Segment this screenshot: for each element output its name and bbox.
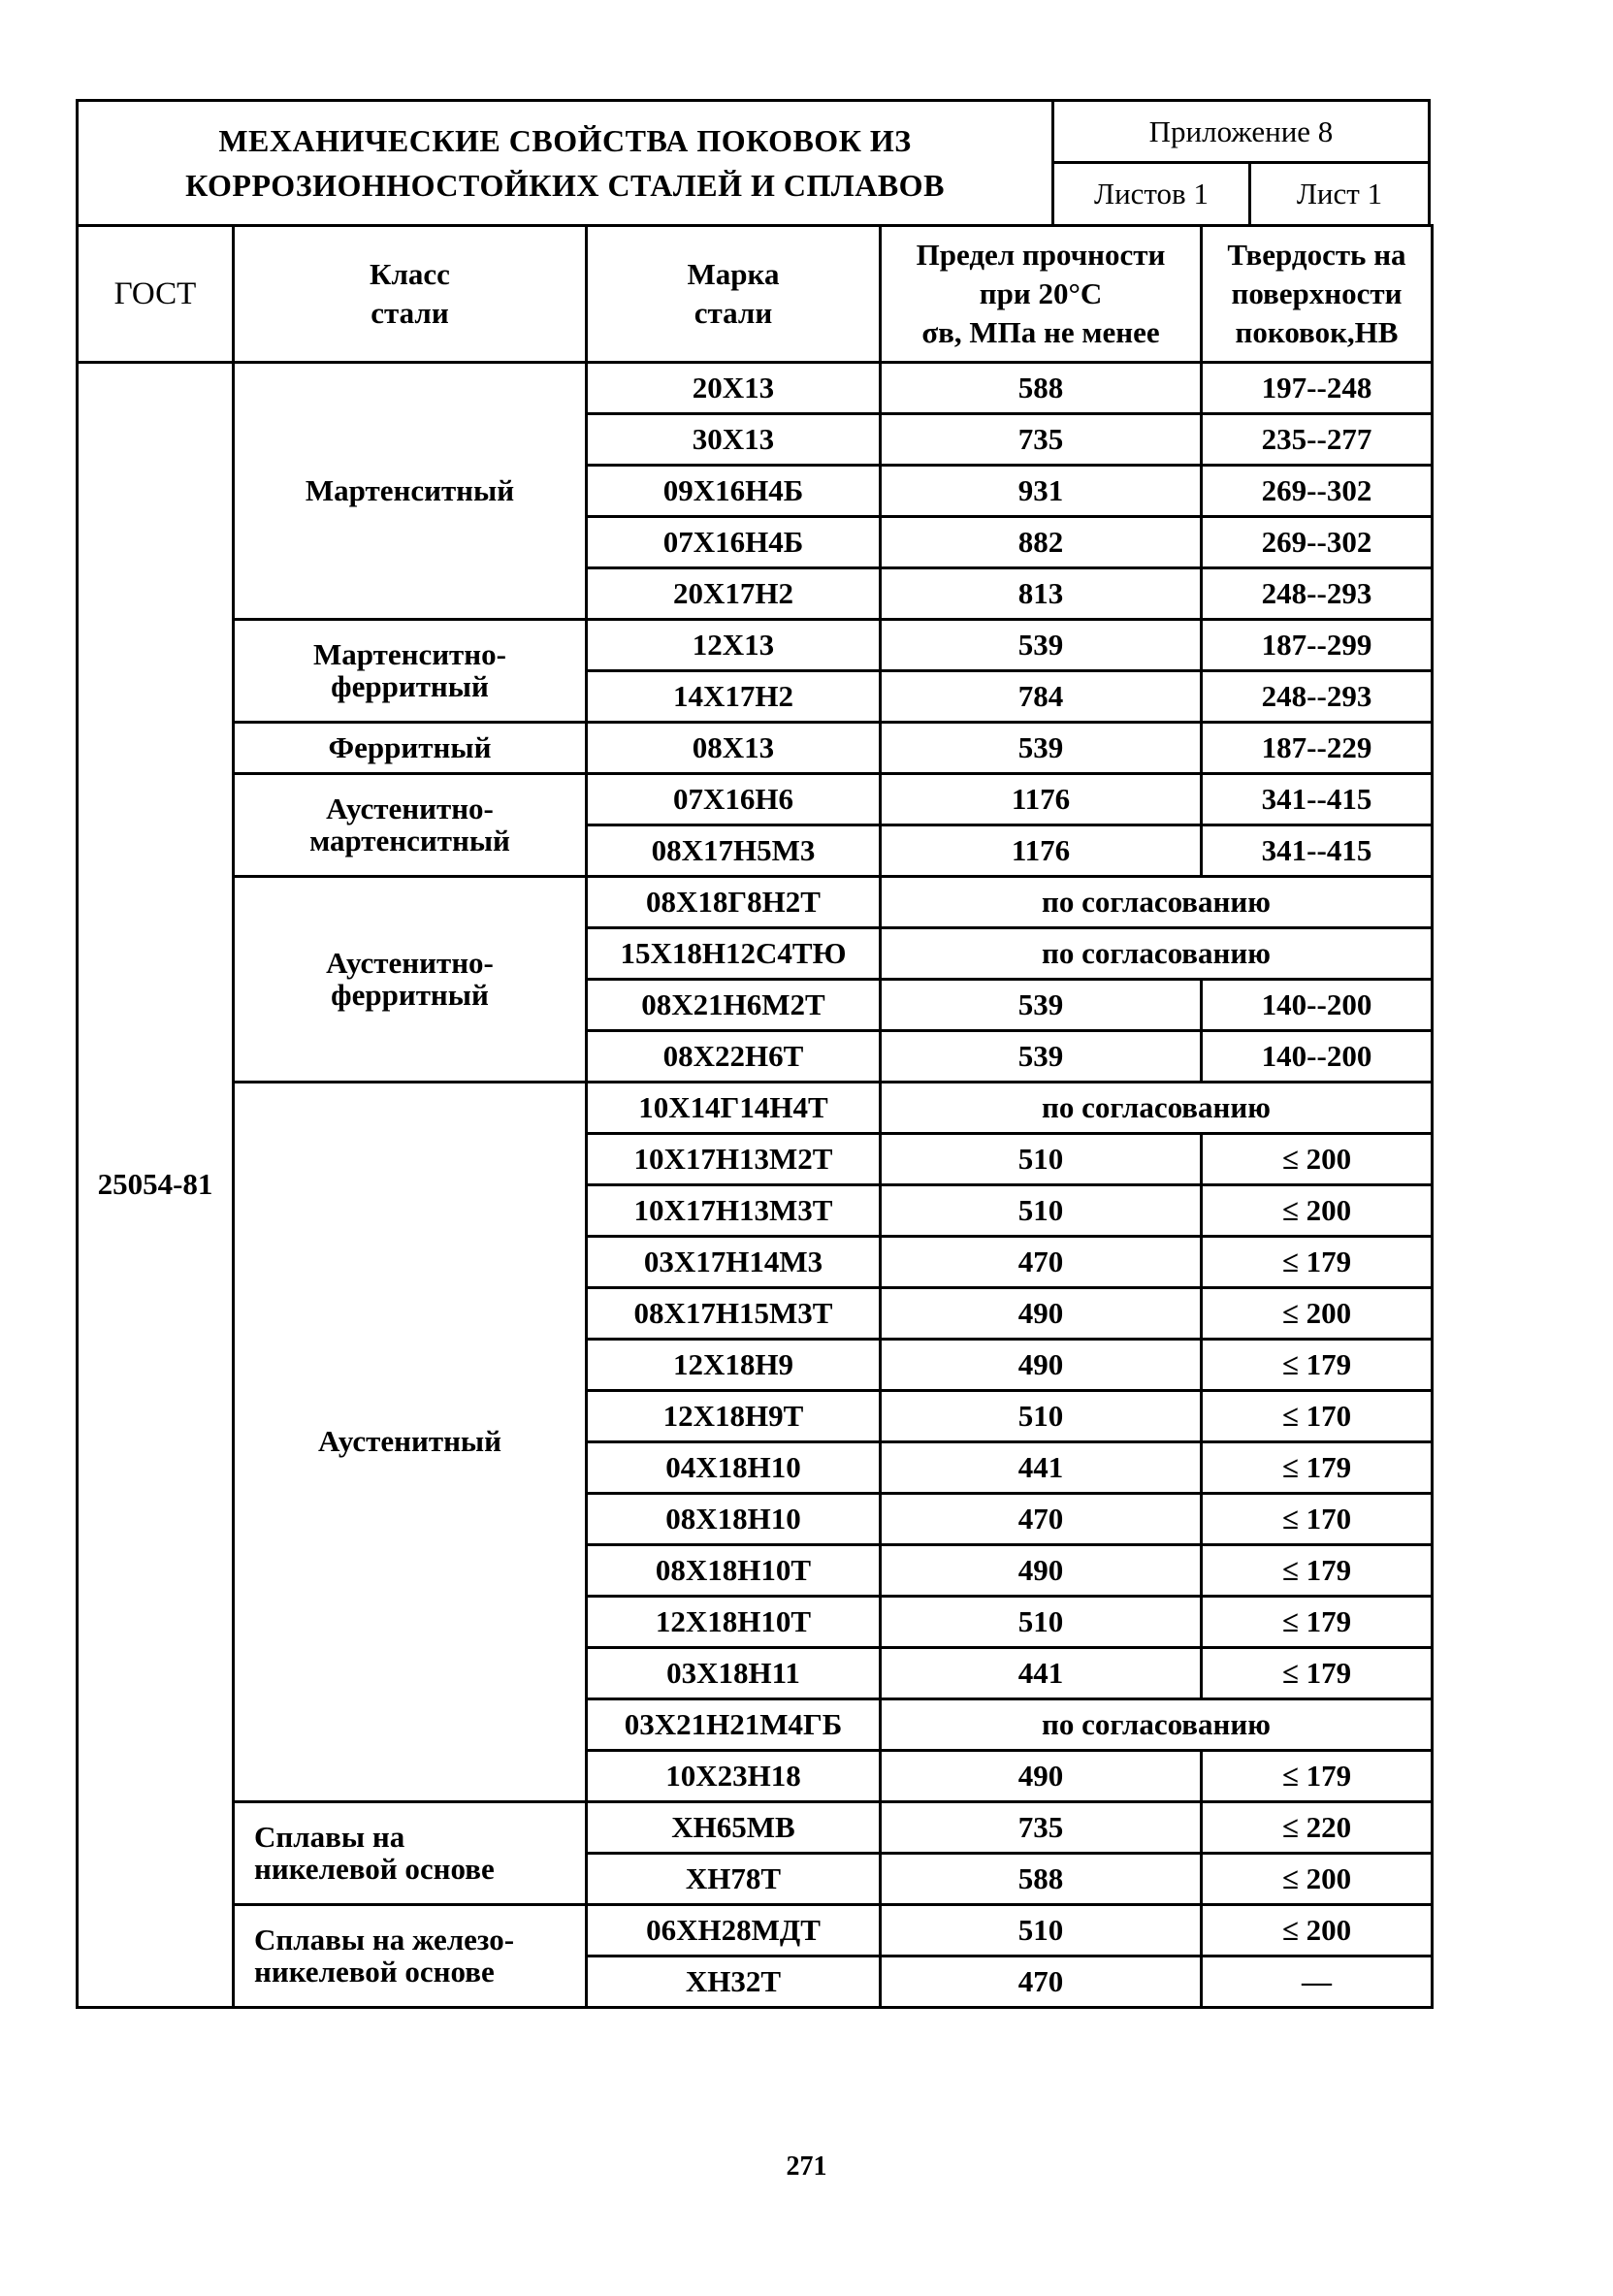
hardness-cell: 140--200 (1202, 1031, 1433, 1083)
strength-cell: 510 (881, 1905, 1202, 1956)
grade-cell: 14Х17Н2 (587, 671, 881, 723)
grade-cell: 12Х18Н9 (587, 1340, 881, 1391)
grade-cell: ХН65МВ (587, 1802, 881, 1854)
hardness-cell: ≤ 179 (1202, 1545, 1433, 1597)
by-agreement-cell: по согласованию (881, 877, 1433, 928)
strength-cell: 441 (881, 1648, 1202, 1699)
grade-cell: 07Х16Н4Б (587, 517, 881, 568)
strength-cell: 784 (881, 671, 1202, 723)
strength-cell: 490 (881, 1288, 1202, 1340)
title-line-2: КОРРОЗИОННОСТОЙКИХ СТАЛЕЙ И СПЛАВОВ (185, 168, 945, 203)
strength-cell: 1176 (881, 774, 1202, 825)
strength-cell: 735 (881, 1802, 1202, 1854)
table-row (78, 1905, 1433, 1956)
strength-cell: 510 (881, 1391, 1202, 1442)
gost-number: 25054-81 (78, 363, 234, 2008)
grade-cell: 03Х18Н11 (587, 1648, 881, 1699)
grade-cell: 12Х13 (587, 620, 881, 671)
strength-cell: 510 (881, 1597, 1202, 1648)
table-row (78, 723, 1433, 774)
grade-cell: 06ХН28МДТ (587, 1905, 881, 1956)
steel-class-cell: Сплавы на никелевой основе (234, 1802, 587, 1905)
grade-cell: 10Х17Н13М2Т (587, 1134, 881, 1185)
hardness-cell: ≤ 179 (1202, 1340, 1433, 1391)
grade-cell: 10Х17Н13М3Т (587, 1185, 881, 1237)
grade-cell: 20Х13 (587, 363, 881, 414)
grade-cell: ХН78Т (587, 1854, 881, 1905)
strength-cell: 813 (881, 568, 1202, 620)
column-header-hardness: Твердость на поверхности поковок,НВ (1202, 226, 1433, 363)
grade-cell: 08Х22Н6Т (587, 1031, 881, 1083)
grade-cell: 20Х17Н2 (587, 568, 881, 620)
strength-cell: 441 (881, 1442, 1202, 1494)
column-header-strength: Предел прочности при 20°С σв, МПа не менее (881, 226, 1202, 363)
hardness-cell: 248--293 (1202, 671, 1433, 723)
table-row (78, 1802, 1433, 1854)
table-row (78, 620, 1433, 671)
by-agreement-cell: по согласованию (881, 1083, 1433, 1134)
title-line-1: МЕХАНИЧЕСКИЕ СВОЙСТВА ПОКОВОК ИЗ (218, 123, 912, 158)
strength-cell: 539 (881, 1031, 1202, 1083)
strength-cell: 470 (881, 1956, 1202, 2008)
table-row (78, 1083, 1433, 1134)
grade-cell: 15Х18Н12С4ТЮ (587, 928, 881, 980)
table-row (78, 774, 1433, 825)
grade-cell: 12Х18Н9Т (587, 1391, 881, 1442)
hardness-cell: 235--277 (1202, 414, 1433, 466)
hardness-cell: ≤ 179 (1202, 1751, 1433, 1802)
by-agreement-cell: по согласованию (881, 928, 1433, 980)
strength-cell: 539 (881, 980, 1202, 1031)
hardness-cell: ≤ 179 (1202, 1442, 1433, 1494)
steel-class-cell: Мартенситный (234, 363, 587, 620)
hardness-cell: ≤ 220 (1202, 1802, 1433, 1854)
grade-cell: ХН32Т (587, 1956, 881, 2008)
steel-class-cell: Мартенситно- ферритный (234, 620, 587, 723)
sheets-total: Листов 1 (1054, 164, 1251, 224)
hardness-cell: 269--302 (1202, 466, 1433, 517)
strength-cell: 588 (881, 363, 1202, 414)
page-number: 271 (786, 2151, 827, 2182)
hardness-cell: — (1202, 1956, 1433, 2008)
strength-cell: 490 (881, 1751, 1202, 1802)
grade-cell: 08Х21Н6М2Т (587, 980, 881, 1031)
appendix-label: Приложение 8 (1054, 102, 1428, 164)
column-header-grade: Марка стали (587, 226, 881, 363)
strength-cell: 931 (881, 466, 1202, 517)
grade-cell: 10Х23Н18 (587, 1751, 881, 1802)
by-agreement-cell: по согласованию (881, 1699, 1433, 1751)
strength-cell: 882 (881, 517, 1202, 568)
grade-cell: 08Х18Н10Т (587, 1545, 881, 1597)
hardness-cell: ≤ 170 (1202, 1494, 1433, 1545)
hardness-cell: ≤ 200 (1202, 1905, 1433, 1956)
strength-cell: 470 (881, 1494, 1202, 1545)
hardness-cell: 140--200 (1202, 980, 1433, 1031)
hardness-cell: ≤ 170 (1202, 1391, 1433, 1442)
grade-cell: 08Х13 (587, 723, 881, 774)
strength-cell: 510 (881, 1185, 1202, 1237)
hardness-cell: ≤ 200 (1202, 1854, 1433, 1905)
hardness-cell: 197--248 (1202, 363, 1433, 414)
strength-cell: 735 (881, 414, 1202, 466)
grade-cell: 30Х13 (587, 414, 881, 466)
strength-cell: 510 (881, 1134, 1202, 1185)
hardness-cell: 269--302 (1202, 517, 1433, 568)
strength-cell: 539 (881, 723, 1202, 774)
hardness-cell: 187--229 (1202, 723, 1433, 774)
steel-class-cell: Аустенитно- ферритный (234, 877, 587, 1083)
grade-cell: 09Х16Н4Б (587, 466, 881, 517)
strength-cell: 470 (881, 1237, 1202, 1288)
strength-cell: 588 (881, 1854, 1202, 1905)
hardness-cell: 187--299 (1202, 620, 1433, 671)
sheet-number: Лист 1 (1296, 177, 1383, 210)
document-header (76, 99, 1431, 227)
grade-cell: 03Х21Н21М4ГБ (587, 1699, 881, 1751)
grade-cell: 12Х18Н10Т (587, 1597, 881, 1648)
steel-class-cell: Аустенитный (234, 1083, 587, 1802)
table-row (78, 877, 1433, 928)
strength-cell: 490 (881, 1545, 1202, 1597)
column-header-gost: ГОСТ (78, 226, 234, 363)
hardness-cell: 248--293 (1202, 568, 1433, 620)
grade-cell: 03Х17Н14М3 (587, 1237, 881, 1288)
strength-cell: 490 (881, 1340, 1202, 1391)
hardness-cell: ≤ 179 (1202, 1648, 1433, 1699)
grade-cell: 04Х18Н10 (587, 1442, 881, 1494)
strength-cell: 1176 (881, 825, 1202, 877)
steel-class-cell: Сплавы на железо- никелевой основе (234, 1905, 587, 2008)
properties-table (76, 224, 1434, 2009)
steel-class-cell: Ферритный (234, 723, 587, 774)
hardness-cell: 341--415 (1202, 825, 1433, 877)
column-header-steel-class: Класс стали (234, 226, 587, 363)
document-title (79, 102, 1054, 224)
hardness-cell: ≤ 179 (1202, 1237, 1433, 1288)
hardness-cell: ≤ 200 (1202, 1185, 1433, 1237)
grade-cell: 08Х17Н5М3 (587, 825, 881, 877)
grade-cell: 07Х16Н6 (587, 774, 881, 825)
grade-cell: 08Х17Н15М3Т (587, 1288, 881, 1340)
grade-cell: 10Х14Г14Н4Т (587, 1083, 881, 1134)
grade-cell: 08Х18Г8Н2Т (587, 877, 881, 928)
table-header-row (78, 226, 1433, 363)
table-row (78, 363, 1433, 414)
hardness-cell: ≤ 179 (1202, 1597, 1433, 1648)
hardness-cell: ≤ 200 (1202, 1134, 1433, 1185)
grade-cell: 08Х18Н10 (587, 1494, 881, 1545)
steel-class-cell: Аустенитно- мартенситный (234, 774, 587, 877)
hardness-cell: 341--415 (1202, 774, 1433, 825)
hardness-cell: ≤ 200 (1202, 1288, 1433, 1340)
strength-cell: 539 (881, 620, 1202, 671)
